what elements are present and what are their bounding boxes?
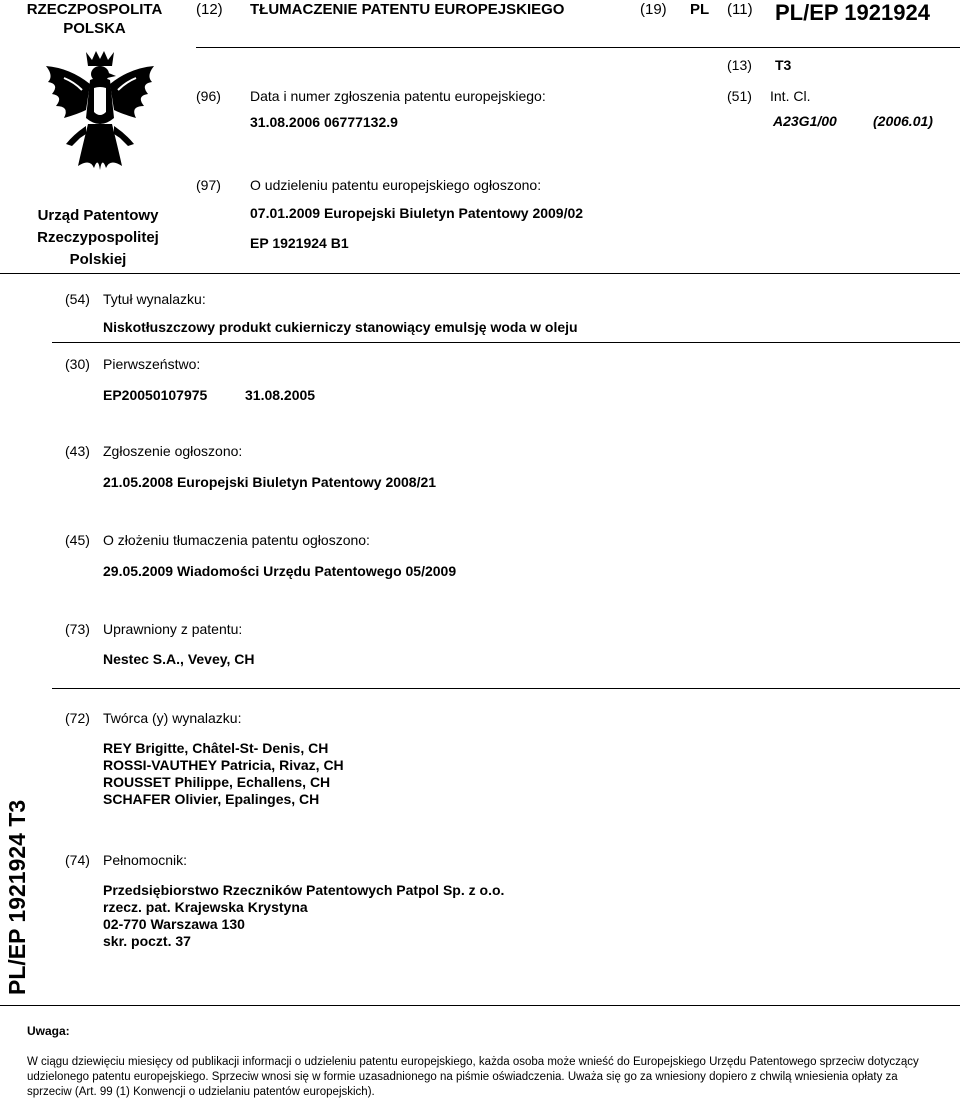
- code-13: (13): [727, 57, 752, 73]
- document-type: TŁUMACZENIE PATENTU EUROPEJSKIEGO: [250, 1, 565, 18]
- inventors-list: [103, 740, 344, 808]
- list-item: skr. poczt. 37: [103, 933, 191, 949]
- list-item: REY Brigitte, Châtel-St- Denis, CH: [103, 740, 329, 756]
- title-value: Niskotłuszczowy produkt cukierniczy stanowiący emulsję woda w oleju: [103, 319, 578, 335]
- code-19: (19): [640, 1, 667, 18]
- notice-text: W ciągu dziewięciu miesięcy od publikacji informacji o udzieleniu patentu europejskiego, każda osoba może wnieść do Europejskiego Urzędu Patentowego sprzeciw dotyczący udzielonego patentu europejskiego. Sprzeciw wnosi się w formie uzasadnionego na piśmie oświadczenia. Uważa się go za wniesiony dopiero z chwilą wniesienia opłaty za sprzeciw (Art. 99 (1) Konwencji o udzielaniu patentów europejskich).: [27, 1056, 919, 1098]
- inventors-label: Twórca (y) wynalazku:: [103, 710, 242, 726]
- code-51: (51): [727, 88, 752, 104]
- translation-value: 29.05.2009 Wiadomości Urzędu Patentowego 05/2009: [103, 563, 457, 579]
- proprietor-label: Uprawniony z patentu:: [103, 621, 243, 637]
- header-divider: [196, 47, 960, 48]
- intcl-year: (2006.01): [873, 113, 933, 129]
- translation-label: O złożeniu tłumaczenia patentu ogłoszono:: [103, 532, 370, 548]
- list-item: 02-770 Warszawa 130: [103, 916, 245, 932]
- code-72: (72): [65, 710, 90, 726]
- attorney-label: Pełnomocnik:: [103, 852, 188, 868]
- section-divider: [0, 273, 960, 274]
- application-label: Data i numer zgłoszenia patentu europejskiego:: [250, 88, 546, 104]
- list-item: ROSSI-VAUTHEY Patricia, Rivaz, CH: [103, 757, 344, 773]
- list-item: SCHAFER Olivier, Epalinges, CH: [103, 791, 320, 807]
- code-45: (45): [65, 532, 90, 548]
- list-item: Przedsiębiorstwo Rzeczników Patentowych Patpol Sp. z o.o.: [103, 882, 505, 898]
- application-value: 31.08.2006 06777132.9: [250, 114, 398, 130]
- side-patent-label: PL/EP 1921924 T3: [4, 799, 30, 995]
- code-97: (97): [196, 177, 221, 193]
- country-code: PL: [690, 1, 710, 18]
- list-item: rzecz. pat. Krajewska Krystyna: [103, 899, 308, 915]
- polish-eagle-emblem: [40, 48, 160, 188]
- country-name: RZECZPOSPOLITA POLSKA: [26, 1, 163, 37]
- attorney-list: [103, 882, 504, 950]
- list-item: ROUSSET Philippe, Echallens, CH: [103, 774, 331, 790]
- proprietor-divider: [52, 688, 960, 689]
- patent-office-name: Urząd Patentowy Rzeczypospolitej Polskiej: [37, 207, 159, 268]
- code-12: (12): [196, 1, 223, 18]
- priority-date: 31.08.2005: [245, 387, 316, 403]
- intcl-code: A23G1/00: [773, 113, 837, 129]
- footer-divider: [0, 1005, 960, 1006]
- grant-label: O udzieleniu patentu europejskiego ogłoszono:: [250, 177, 542, 193]
- title-divider: [52, 342, 960, 343]
- intcl-label: Int. Cl.: [770, 88, 811, 104]
- priority-label: Pierwszeństwo:: [103, 356, 201, 372]
- application-published-value: 21.05.2008 Europejski Biuletyn Patentowy 2008/21: [103, 474, 437, 490]
- code-54: (54): [65, 291, 90, 307]
- code-11: (11): [727, 1, 753, 18]
- ep-number: EP 1921924 B1: [250, 235, 349, 251]
- application-published-label: Zgłoszenie ogłoszono:: [103, 443, 243, 459]
- code-74: (74): [65, 852, 90, 868]
- priority-number: EP20050107975: [103, 387, 208, 403]
- grant-value: 07.01.2009 Europejski Biuletyn Patentowy 2009/02: [250, 205, 584, 221]
- code-30: (30): [65, 356, 90, 372]
- proprietor-value: Nestec S.A., Vevey, CH: [103, 651, 255, 667]
- code-73: (73): [65, 621, 90, 637]
- notice-title: Uwaga:: [27, 1024, 70, 1038]
- kind-code: T3: [775, 57, 792, 73]
- patent-number: PL/EP 1921924: [775, 0, 930, 25]
- code-96: (96): [196, 88, 221, 104]
- code-43: (43): [65, 443, 90, 459]
- title-label: Tytuł wynalazku:: [103, 291, 206, 307]
